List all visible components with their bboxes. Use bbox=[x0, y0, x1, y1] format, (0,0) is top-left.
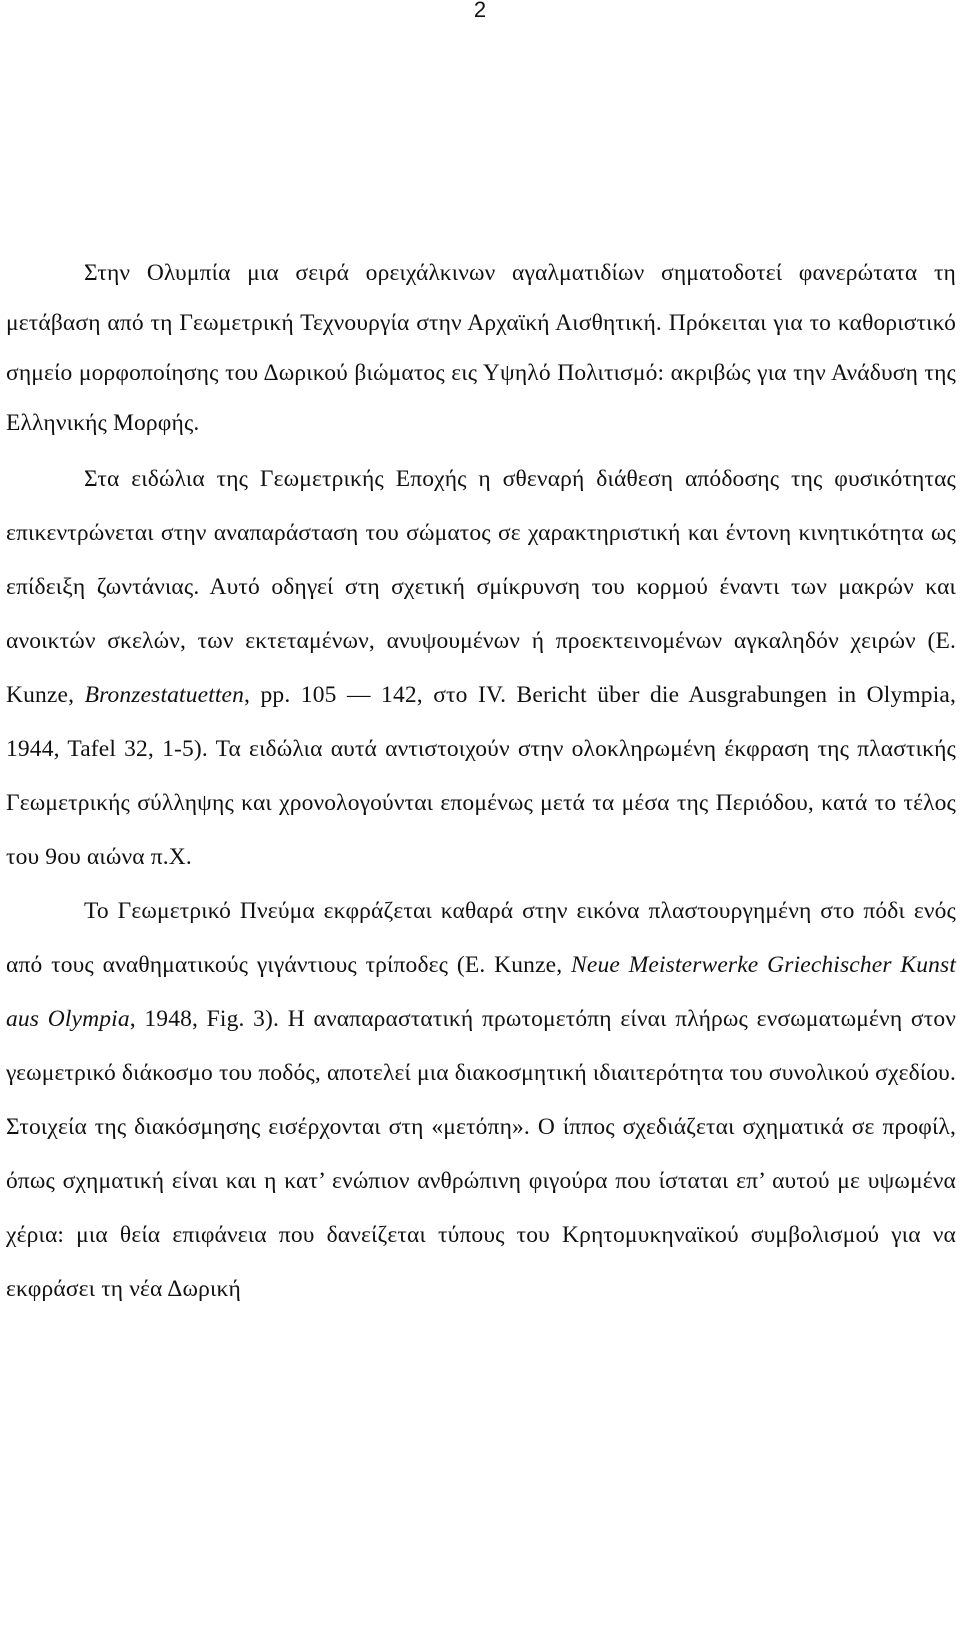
citation-title: Neue Meisterwerke Griechischer Kunst aus Olympia bbox=[6, 952, 956, 1032]
paragraph-text: Το Γεωμετρικό Πνεύμα εκφράζεται καθαρά στην εικόνα πλαστουργημένη στο πόδι ενός από τους αναθηματικούς γιγάντιους τρίποδες (E. Kunze, bbox=[6, 898, 956, 978]
paragraph-text: , 1948, Fig. 3). Η αναπαραστατική πρωτομετόπη είναι πλήρως ενσωματωμένη στον γεωμετρικό διάκοσμο του ποδός, αποτελεί μια διακοσμητική ιδιαιτερότητα του συνολικού σχεδίου. Στοιχεία της διακόσμησης εισέρχονται στη «μετόπη». Ο ίππος σχεδιάζεται σχηματικά σε προφίλ, όπως σχηματική είναι και η κατ’ ενώπιον ανθρώπινη φιγούρα που ίσταται επ’ αυτού με υψωμένα χέρια: μια θεία επιφάνεια που δανείζεται τύπους του Κρητομυκηναϊκού συμβολισμού για να εκφράσει τη νέα Δωρική bbox=[6, 1006, 956, 1302]
document-body bbox=[6, 248, 956, 1316]
citation-title: Bronzestatuetten bbox=[84, 682, 245, 708]
paragraph bbox=[6, 884, 956, 1316]
page-number: 2 bbox=[473, 0, 487, 22]
paragraph-text: Στην Ολυμπία μια σειρά ορειχάλκινων αγαλματιδίων σηματοδοτεί φανερώτατα τη μετάβαση από τη Γεωμετρική Τεχνουργία στην Αρχαϊκή Αισθητική. Πρόκειται για το καθοριστικό σημείο μορφοποίησης του Δωρικού βιώματος εις Υψηλό Πολιτισμό: ακριβώς για την Ανάδυση της Ελληνικής Μορφής. bbox=[6, 260, 956, 436]
paragraph bbox=[6, 452, 956, 884]
paragraph bbox=[6, 248, 956, 448]
paragraph-text: , pp. 105 — 142, στο IV. Bericht über die Ausgrabungen in Olympia, 1944, Tafel 32, 1-5). Τα ειδώλια αυτά αντιστοιχούν στην ολοκληρωμένη έκφραση της πλαστικής Γεωμετρικής σύλληψης και χρονολογούνται επομένως μετά τα μέσα της Περιόδου, κατά το τέλος του 9ου αιώνα π.Χ. bbox=[6, 682, 956, 870]
paragraph-text: Στα ειδώλια της Γεωμετρικής Εποχής η σθεναρή διάθεση απόδοσης της φυσικότητας επικεντρώνεται στην αναπαράσταση του σώματος σε χαρακτηριστική και έντονη κινητικότητα ως επίδειξη ζωντάνιας. Αυτό οδηγεί στη σχετική σμίκρυνση του κορμού έναντι των μακρών και ανοικτών σκελών, των εκτεταμένων, ανυψουμένων ή προεκτεινομένων αγκαληδόν χειρών (E. Kunze, bbox=[6, 466, 956, 708]
